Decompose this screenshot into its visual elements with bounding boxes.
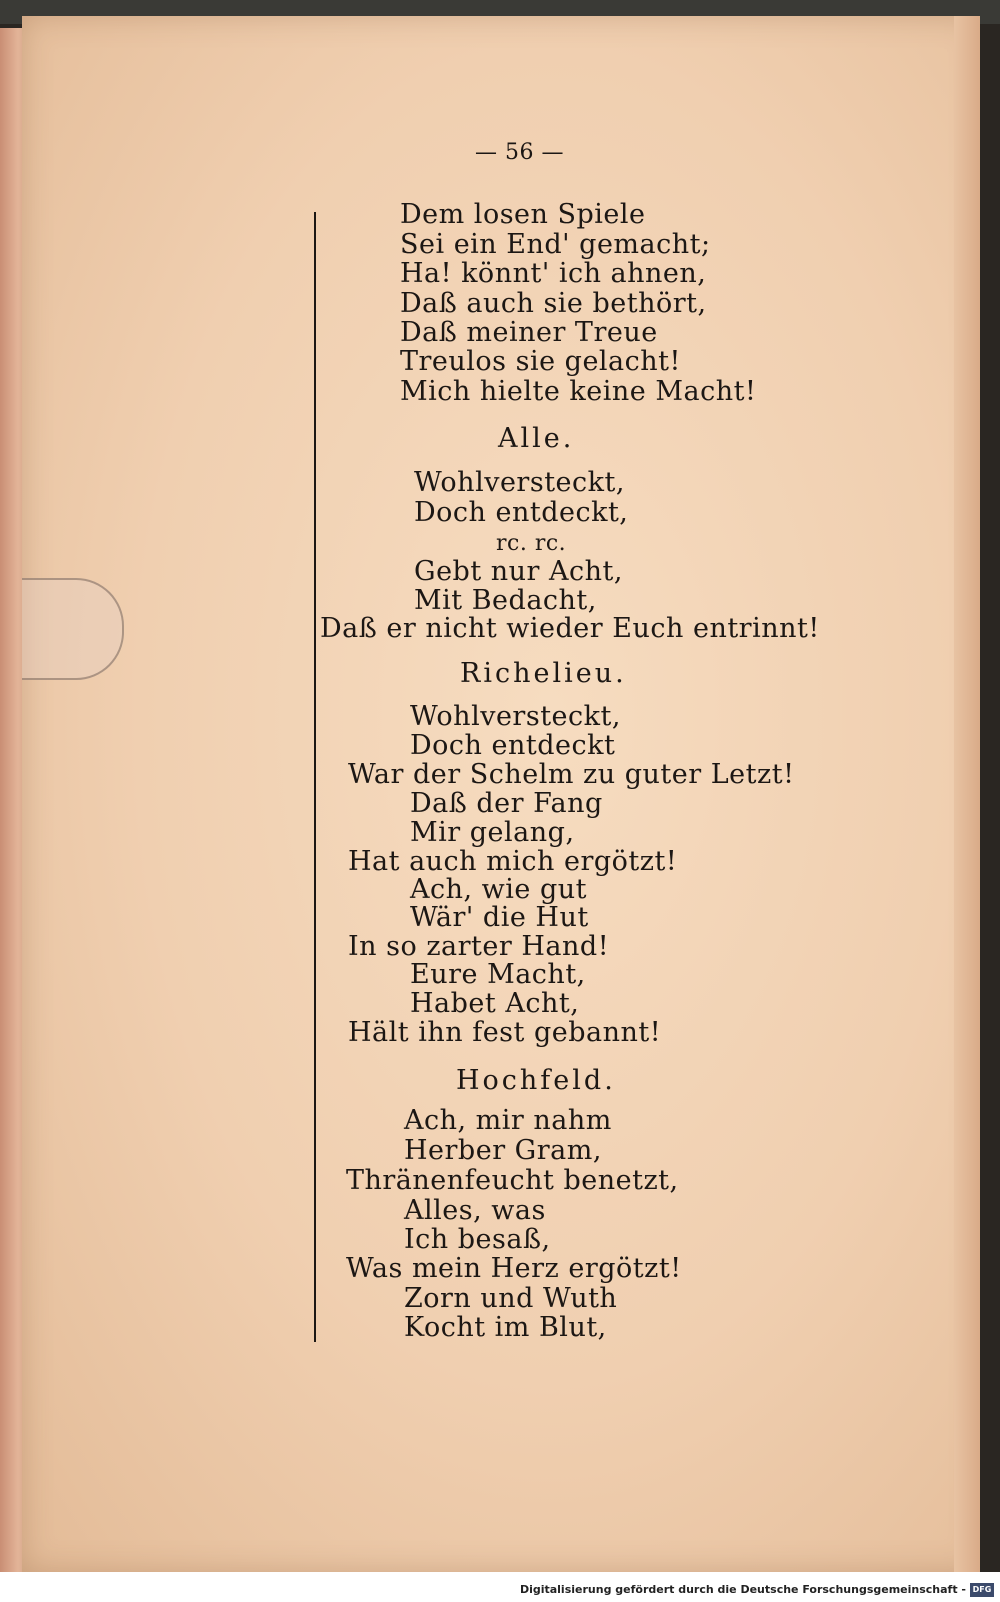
page-edge <box>954 16 980 1572</box>
verse-line: Ha! könnt' ich ahnen, <box>400 258 707 289</box>
verse-line: Mit Bedacht, <box>414 585 597 616</box>
verse-line: Habet Acht, <box>410 988 580 1019</box>
dfg-logo: DFG <box>970 1583 994 1597</box>
verse-line: Doch entdeckt, <box>414 497 629 528</box>
verse-line: Doch entdeckt <box>410 730 616 761</box>
verse-line: Herber Gram, <box>404 1135 602 1166</box>
verse-line: Hält ihn fest gebannt! <box>348 1017 662 1048</box>
verse-line: Alles, was <box>404 1195 546 1226</box>
verse-line: Kocht im Blut, <box>404 1312 607 1343</box>
verse-line: War der Schelm zu guter Letzt! <box>348 759 795 790</box>
digitization-footer <box>0 1572 1000 1602</box>
verse-line: Daß auch sie bethört, <box>400 288 707 319</box>
verse-line: Ach, mir nahm <box>404 1105 612 1136</box>
speaker-heading: Alle. <box>498 423 575 454</box>
verse-line: Gebt nur Acht, <box>414 556 623 587</box>
verse-line: Hat auch mich ergötzt! <box>348 846 678 877</box>
book-page <box>22 16 980 1572</box>
speaker-heading: Hochfeld. <box>456 1065 616 1096</box>
bracket-line <box>314 212 316 1342</box>
verse-line: Daß meiner Treue <box>400 317 658 348</box>
verse-line: Was mein Herz ergötzt! <box>346 1253 682 1284</box>
verse-line: Ach, wie gut <box>410 874 588 905</box>
verse-line: Zorn und Wuth <box>404 1283 618 1314</box>
verse-line: In so zarter Hand! <box>348 931 610 962</box>
page-number: — 56 — <box>475 140 564 165</box>
page-clip-holder <box>22 578 124 680</box>
verse-line: Daß der Fang <box>410 788 603 819</box>
verse-line: Daß er nicht wieder Euch entrinnt! <box>320 613 820 644</box>
speaker-heading: Richelieu. <box>460 658 627 689</box>
verse-line: Thränenfeucht benetzt, <box>346 1165 679 1196</box>
verse-line: Sei ein End' gemacht; <box>400 229 711 260</box>
verse-line: Mich hielte keine Macht! <box>400 376 757 407</box>
verse-line: Wohlversteckt, <box>410 701 621 732</box>
verse-line: Wär' die Hut <box>410 902 589 933</box>
verse-line: Treulos sie gelacht! <box>400 346 681 377</box>
verse-line: Ich besaß, <box>404 1224 551 1255</box>
verse-line: Wohlversteckt, <box>414 467 625 498</box>
verse-line: Eure Macht, <box>410 959 586 990</box>
verse-line: Mir gelang, <box>410 817 575 848</box>
footer-credit: Digitalisierung gefördert durch die Deutsche Forschungsgemeinschaft - <box>519 1583 966 1596</box>
verse-line: rc. rc. <box>496 531 567 556</box>
verse-line: Dem losen Spiele <box>400 199 646 230</box>
